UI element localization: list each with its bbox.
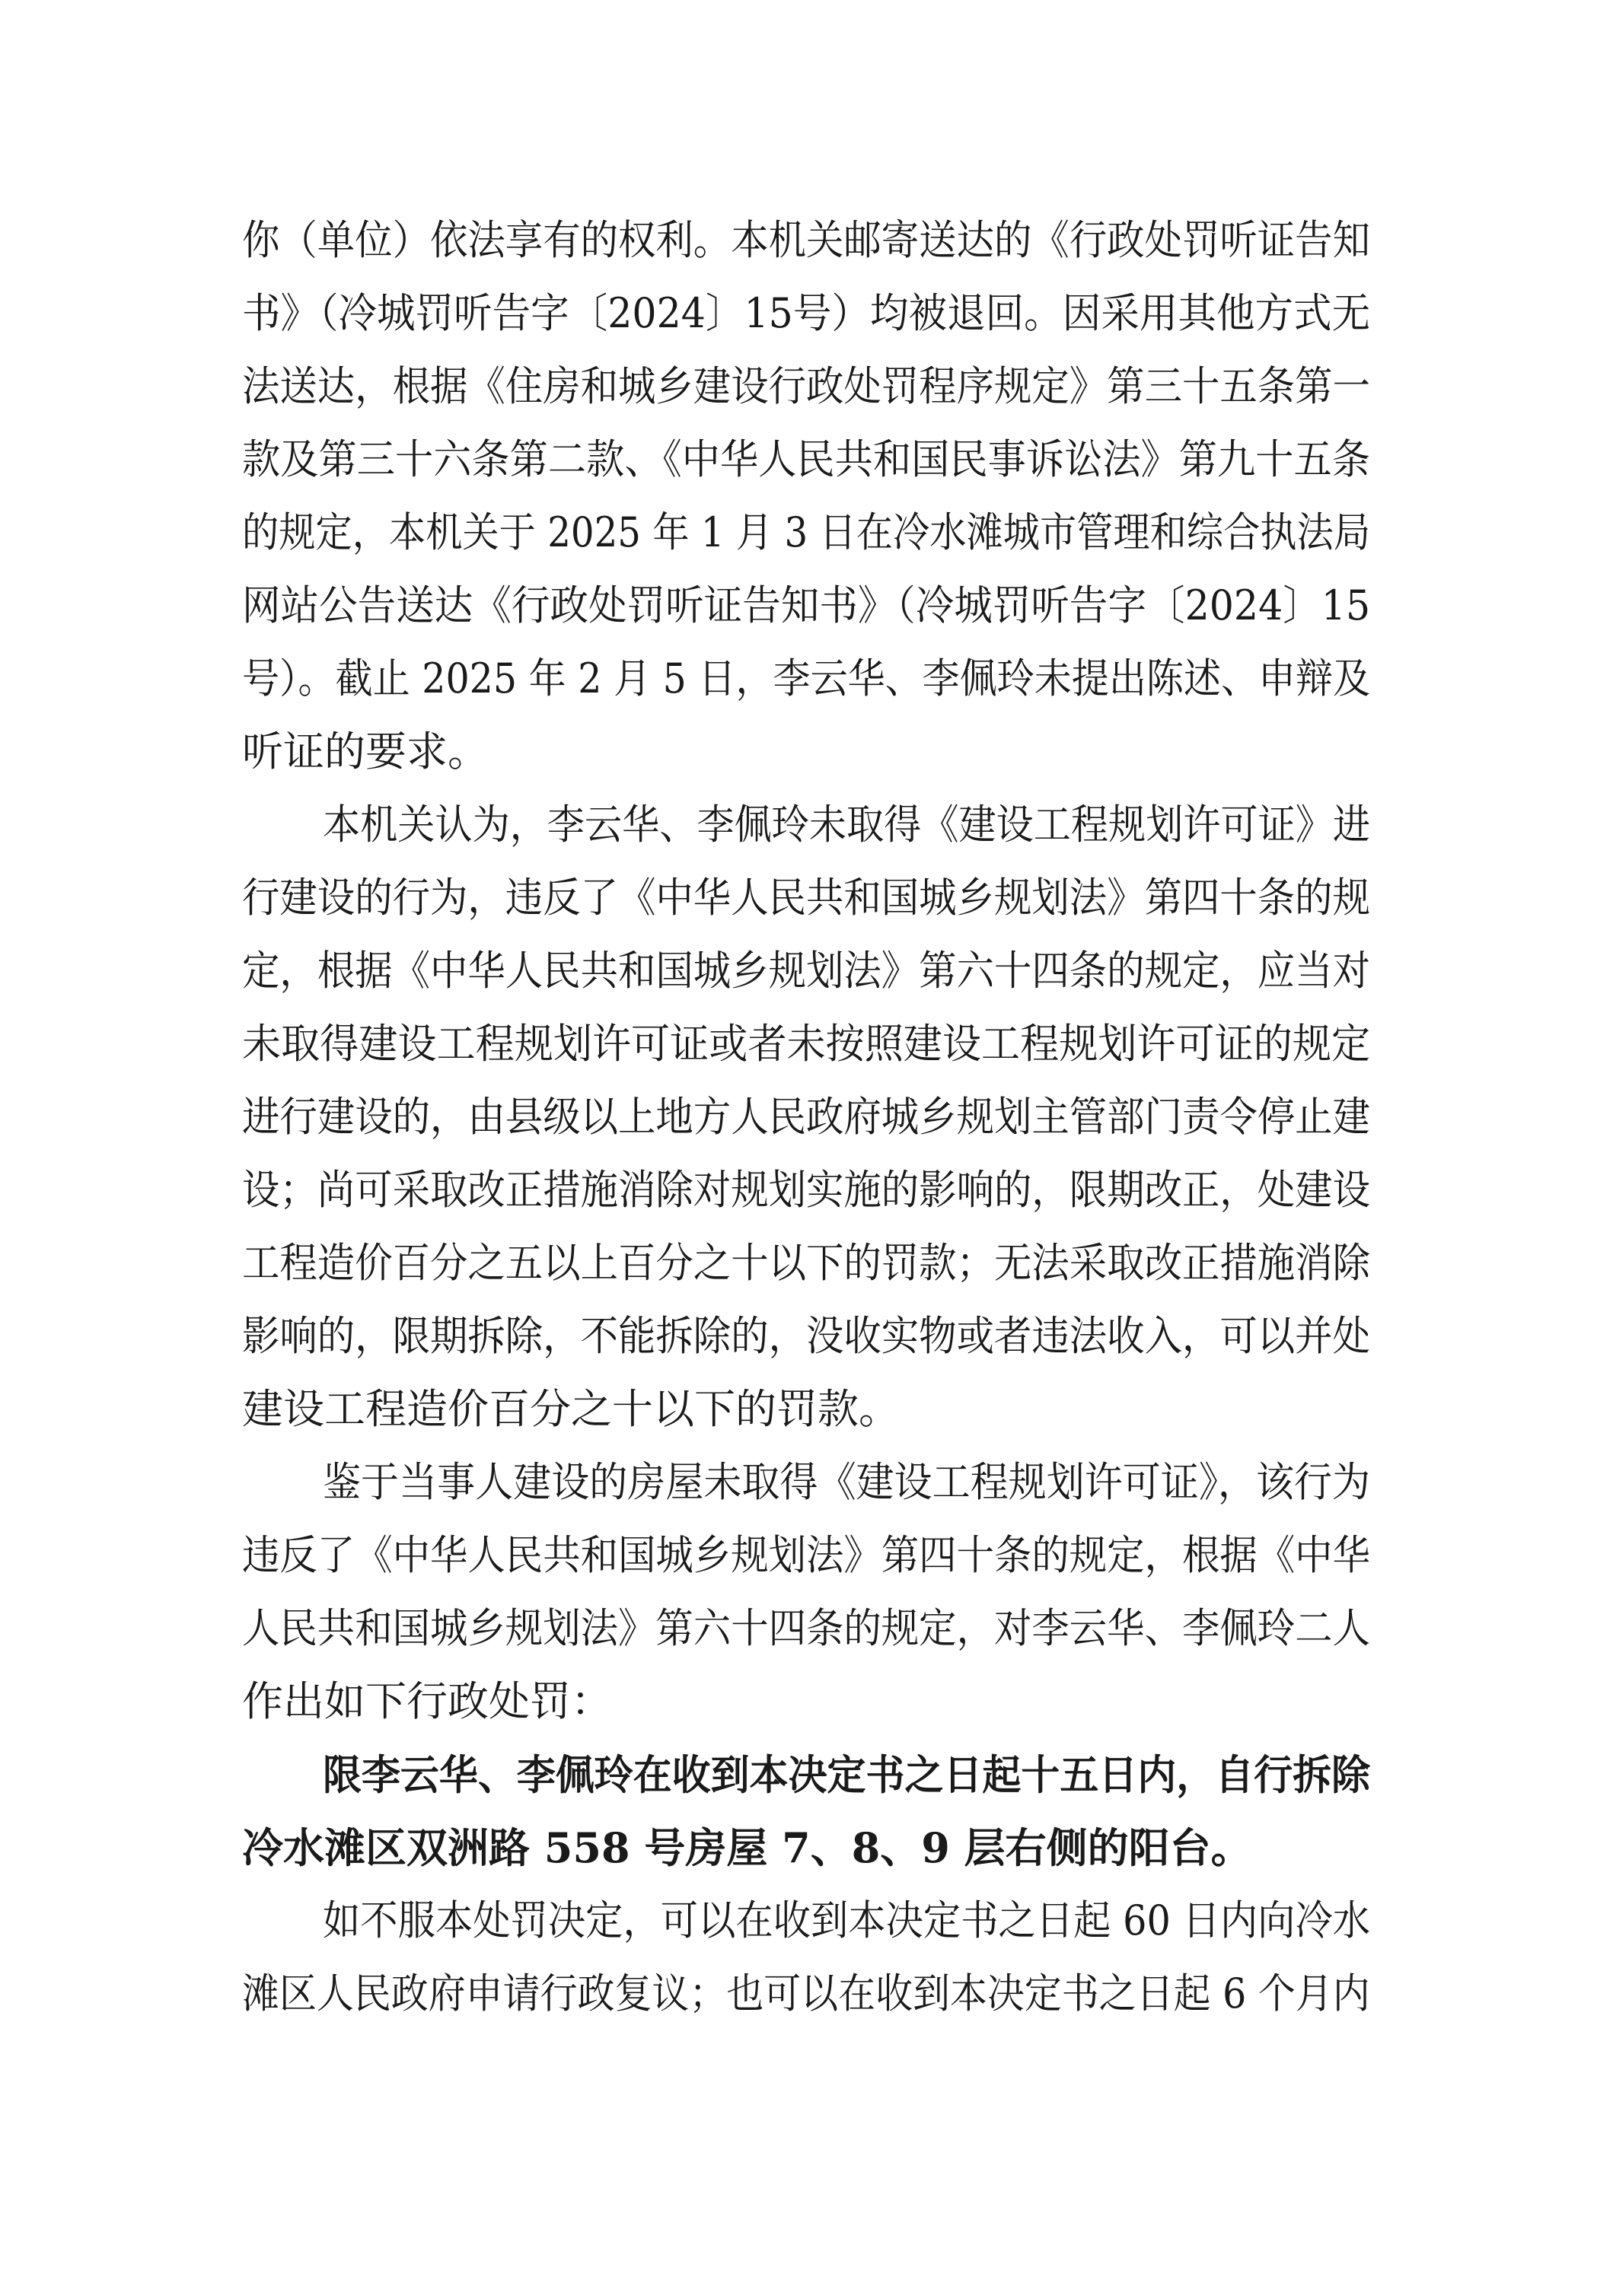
- text-line: 未取得建设工程规划许可证或者未按照建设工程规划许可证的规定: [242, 1020, 1371, 1068]
- text-line: 进行建设的，由县级以上地方人民政府城乡规划主管部门责令停止建: [242, 1093, 1370, 1141]
- text-line: 书》（冷城罚听告字〔2024〕15号）均被退回。因采用其他方式无: [242, 289, 1371, 337]
- text-line: 建设工程造价百分之十以下的罚款。: [242, 1385, 900, 1433]
- text-line: 如不服本处罚决定，可以在收到本决定书之日起 60 日内向冷水: [323, 1896, 1371, 1944]
- text-line: 影响的，限期拆除，不能拆除的，没收实物或者违法收入，可以并处: [242, 1312, 1370, 1360]
- text-line: 违反了《中华人民共和国城乡规划法》第四十条的规定，根据《中华: [242, 1531, 1370, 1579]
- text-line: 工程造价百分之五以上百分之十以下的罚款；无法采取改正措施消除: [242, 1239, 1370, 1287]
- text-line: 作出如下行政处罚：: [242, 1677, 612, 1725]
- text-line: 本机关认为，李云华、李佩玲未取得《建设工程规划许可证》进: [323, 801, 1371, 849]
- text-line: 鉴于当事人建设的房屋未取得《建设工程规划许可证》，该行为: [323, 1458, 1371, 1506]
- text-line: 定，根据《中华人民共和国城乡规划法》第六十四条的规定，应当对: [242, 947, 1370, 995]
- text-line: 人民共和国城乡规划法》第六十四条的规定，对李云华、李佩玲二人: [242, 1604, 1370, 1652]
- text-line: 限李云华、李佩玲在收到本决定书之日起十五日内，自行拆除: [323, 1750, 1371, 1799]
- text-line: 的规定，本机关于 2025 年 1 月 3 日在冷水滩城市管理和综合执法局: [242, 508, 1371, 556]
- text-line: 号）。截止 2025 年 2 月 5 日，李云华、李佩玲未提出陈述、申辩及: [242, 654, 1371, 702]
- text-line: 设；尚可采取改正措施消除对规划实施的影响的，限期改正，处建设: [242, 1166, 1370, 1214]
- text-line: 款及第三十六条第二款、《中华人民共和国民事诉讼法》第九十五条: [242, 435, 1370, 483]
- text-line: 你（单位）依法享有的权利。本机关邮寄送达的《行政处罚听证告知: [242, 216, 1370, 264]
- text-line: 滩区人民政府申请行政复议；也可以在收到本决定书之日起 6 个月内: [242, 1970, 1370, 2017]
- text-line: 听证的要求。: [242, 728, 489, 775]
- text-line: 行建设的行为，违反了《中华人民共和国城乡规划法》第四十条的规: [242, 874, 1370, 922]
- text-line: 网站公告送达《行政处罚听证告知书》（冷城罚听告字〔2024〕15: [242, 581, 1371, 629]
- text-line: 冷水滩区双洲路 558 号房屋 7、8、9 层右侧的阳台。: [242, 1823, 1252, 1872]
- text-line: 法送达，根据《住房和城乡建设行政处罚程序规定》第三十五条第一: [242, 362, 1370, 410]
